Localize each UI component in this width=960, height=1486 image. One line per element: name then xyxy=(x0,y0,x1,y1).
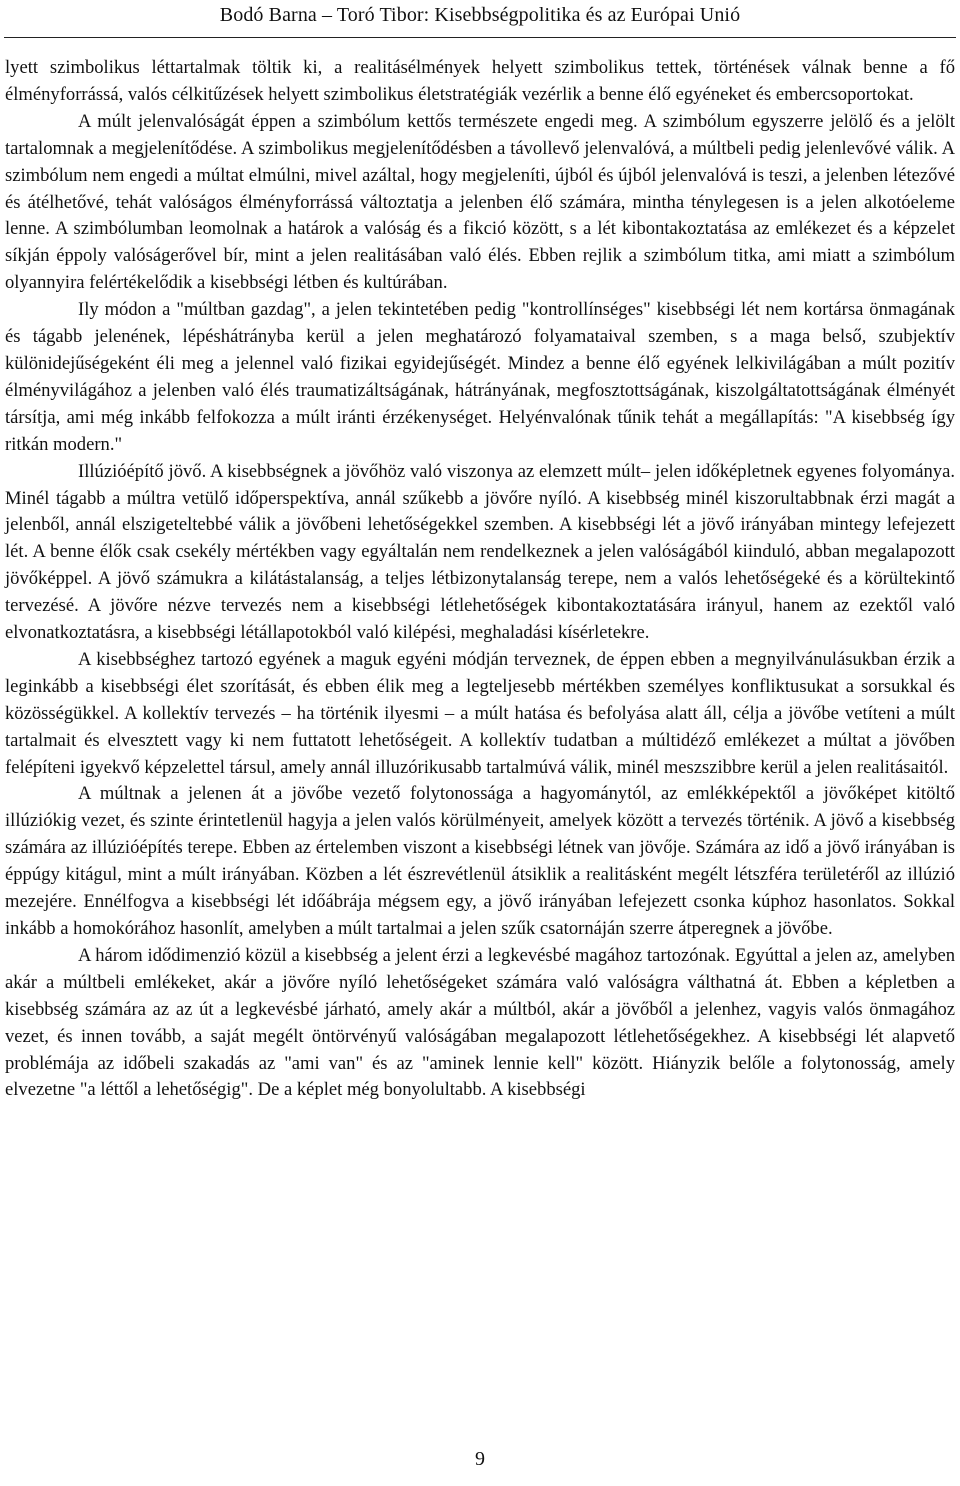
paragraph-6: A múltnak a jelenen át a jövőbe vezető folytonossága a hagyománytól, az emlékképektől a jövőképet kitöltő illúziókig vezet, és szinte érintetlenül hagyja a jelen valós körülményeit, amelyek között a tervezés történik. A jövő a kisebbség számára az illúzióépítés terepe. Ebben az értelemben viszont a kisebbségi létnek van jövője. Számára az idő a jövő irányában is éppúgy kitágul, mint a múlt irányában. Közben a lét észrevétlenül átsiklik a realitásként megélt létszféra területéről az illúzió mezejére. Ennélfogva a kisebbségi lét időábrája mégsem egy, a jövő irányában lefejezett csonka kúphoz hasonlatos. Sokkal inkább a homokórához hasonlít, amelyben a múlt tartalmai a jelen szűk csatornáján szerre átperegnek a jövőbe. xyxy=(5,783,955,939)
paragraph-3: Ily módon a "múltban gazdag", a jelen tekintetében pedig "kontrollínséges" kisebbségi lét nem kortársa önmagának és tágabb jelenének, lépéshátrányba kerül a jelen meghatározó folyamataival szemben, s a maga belső, szubjektív különidejűségeként éli meg a jelennel való fizikai egyidejűségét. Mindez a benne élő egyének lelkivilágában a múlt pozitív élményvilágához a jelenben való élés traumatizáltságának, hátrányának, megfosztottságának, kiszolgáltatottságának élményét társítja, ami még inkább felfokozza a múlt iránti érzékenységet. Helyénvalónak tűnik tehát a megállapítás: "A kisebbség így ritkán modern." xyxy=(5,299,955,455)
paragraph-5: A kisebbséghez tartozó egyének a maguk egyéni módján terveznek, de éppen ebben a megnyilvánulásukban érzik a leginkább a kisebbségi élet szorítását, és ebben élik meg a legteljesebb mértékben személyes konfliktusukat a sorsukkal és közösségükkel. A kollektív tervezés – ha történik ilyesmi – a múlt hatása és befolyása alatt áll, célja a jövőbe vetíteni a múlt tartalmait és elvesztett vagy ki nem futtatott lehetőségeit. A kollektív tudatban a múltidéző emlékezet a múltat a jövőben felépíteni igyekvő képzelettel társul, amely annál illuzórikusabb tartalmúvá válik, minél meszszibbre kerül a jelen realitásaitól. xyxy=(5,648,955,778)
paragraph-2: A múlt jelenvalóságát éppen a szimbólum kettős természete engedi meg. A szimbólum egyszerre jelölő és a jelölt tartalomnak a megjelenítődése. A szimbolikus megjelenítődésben a távollevő jelenvalóvá, a múltbeli pedig jelenlevővé válik. A szimbólum nem engedi a múltat elmúlni, mivel azáltal, hogy megjeleníti, újból és újból jelenvalóvá is teszi, a jelenben létezővé és átélhetővé, tehát valóságos élményforrássá változtatja a jelenben élő számára, mintha ténylegesen is a jelen alkotóeleme lenne. A szimbólumban leomolnak a határok a valóság és a fikció között, s a lét kibontakoztatása az emlékezet és a képzelet síkján éppoly valóságerővel bír, mint a jelen realitásában való élés. Ebben rejlik a szimbólum titka, ami miatt a szimbólum olyannyira felértékelődik a kisebbségi létben és kultúrában. xyxy=(5,110,955,294)
page-number: 9 xyxy=(475,1448,485,1470)
paragraph-7: A három idődimenzió közül a kisebbség a jelent érzi a legkevésbé magához tartozónak. Egyúttal a jelen az, amelyben akár a múltbeli emlékeket, akár a jövőre nyíló lehetőségeket számára való valóságra válthatná át. Ebben a képletben a kisebbség számára az az út a legkevésbé járható, amely akár a múltból, akár a jövőből a jelenhez, vagyis valós önmagához vezet, és innen tovább, a saját megélt öntörvényű valóságában megalapozott létlehetőségekhez. A kisebbségi lét alapvető problémája az időbeli szakadás az "ami van" és az "aminek lennie kell" között. Hiányzik belőle a folytonosság, amely elvezetne "a léttől a lehetőségig". De a képlet még bonyolultabb. A kisebbségi xyxy=(5,944,955,1101)
paragraph-4: Illúzióépítő jövő. A kisebbségnek a jövőhöz való viszonya az elemzett múlt– jelen időképletnek egyenes folyománya. Minél tágabb a múltra vetülő időperspektíva, annál szűkebb a jövőre nyíló. A kisebbség minél kiszorultabbnak érzi magát a jelenből, annál elszigeteltebbé válik a jövőbeni lehetőségekkel szemben. A kisebbségi lét a jövő irányában mintegy lefejezett lét. A benne élők csak csekély mértékben vagy egyáltalán nem rendelkeznek a jelen valóságából kiinduló, abban megalapozott jövőképpel. A jövő számukra a kilátástalanság, a teljes létbizonytalanság terepe, nem a valós lehetőségeké és a körültekintő tervezésé. A jövőre nézve tervezés nem a kisebbségi létlehetőségek kibontakoztatására irányul, hanem az ezektől való elvonatkoztatásra, a kisebbségi létállapotokból való kilépési, meghaladási kísérletekre. xyxy=(5,460,955,644)
body-text xyxy=(5,55,955,1104)
header-rule xyxy=(4,37,956,38)
running-header: Bodó Barna – Toró Tibor: Kisebbségpolitika és az Európai Unió xyxy=(219,4,741,26)
paragraph-1: lyett szimbolikus léttartalmak töltik ki, a realitásélmények helyett szimbolikus tettek, történések válnak benne a fő élményforrássá, valós célkitűzések helyett szimbolikus életstratégiák vezérlik a benne élő egyéneket és embercsoportokat. xyxy=(5,57,955,105)
